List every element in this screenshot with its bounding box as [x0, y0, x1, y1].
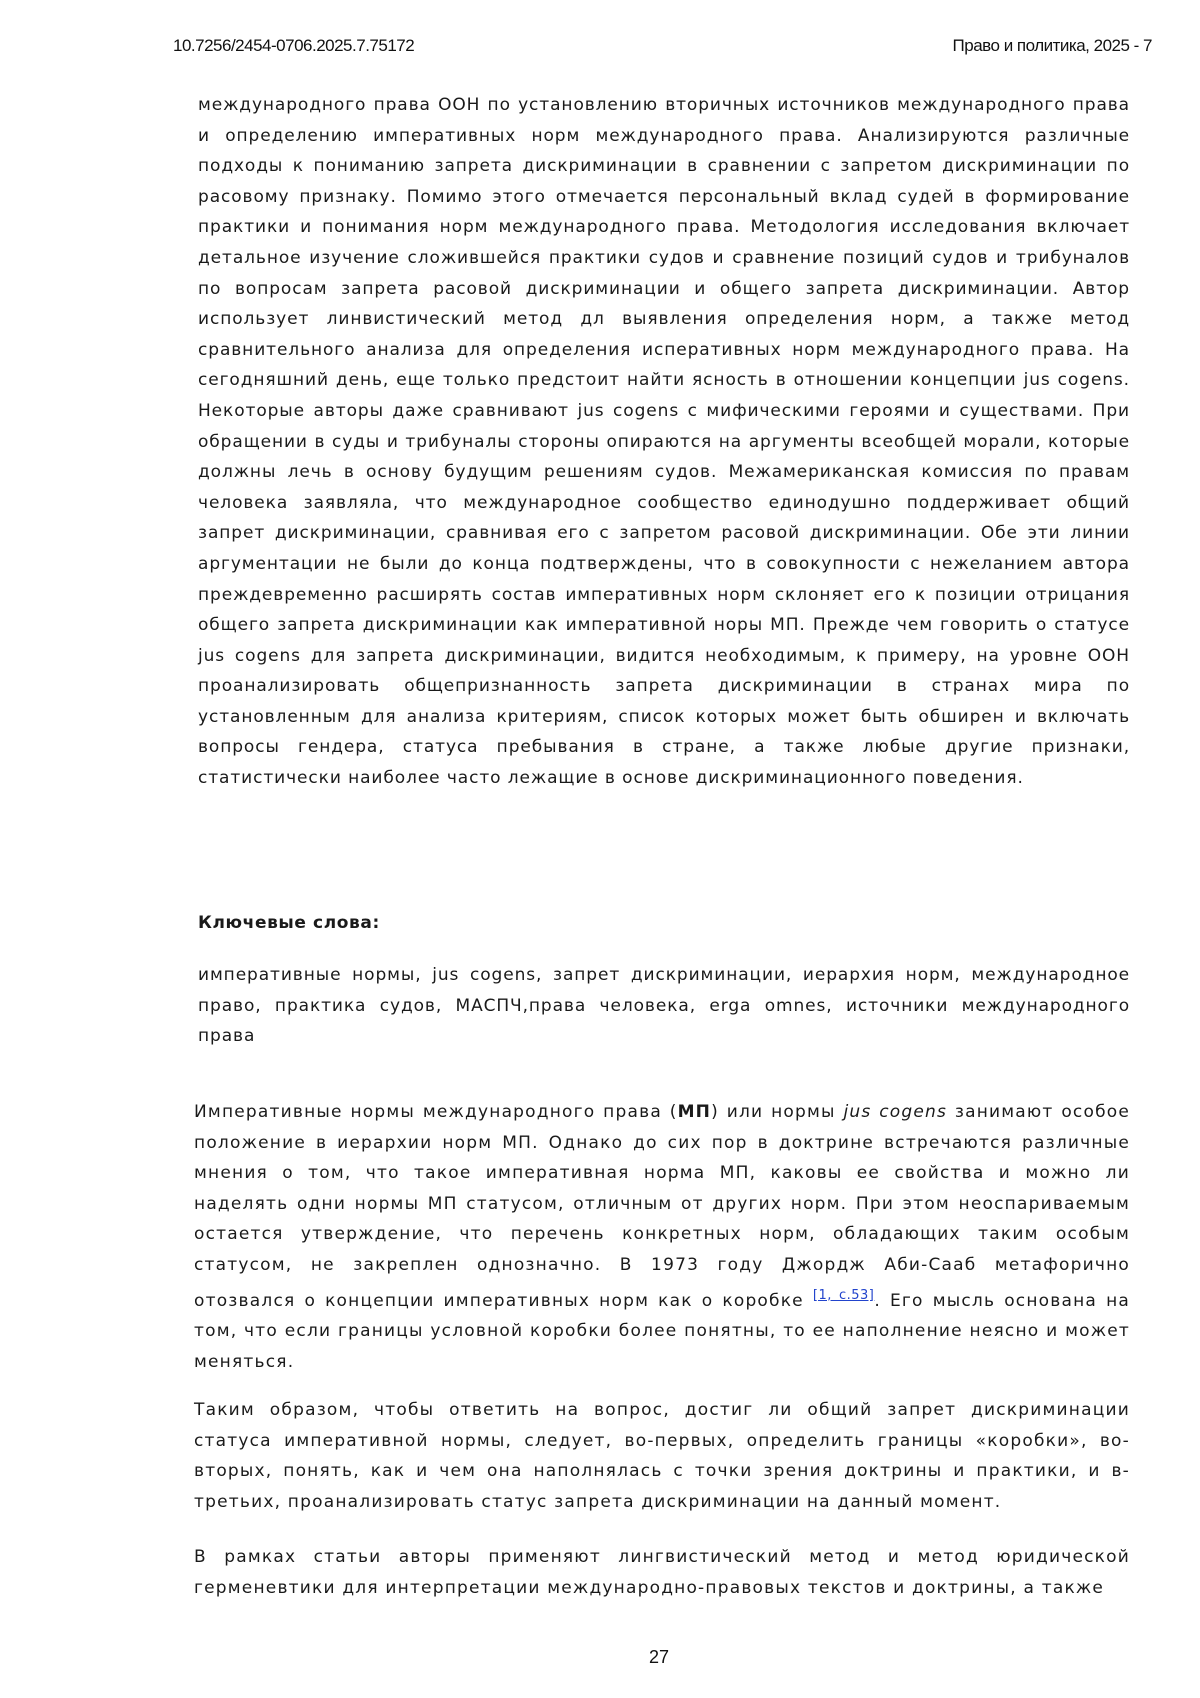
- p1-italic-term: jus cogens: [843, 1102, 947, 1122]
- page-number: 27: [0, 1647, 1200, 1668]
- body-paragraph-2: Таким образом, чтобы ответить на вопрос, достиг ли общий запрет дискриминации статуса императивной нормы, следует, во-первых, определить границы «коробки», во-вторых, понять, как и чем она наполнялась с точки зрения доктрины и практики, и в-третьих, проанализировать статус запрета дискриминации на данный момент.: [194, 1395, 1130, 1517]
- body-paragraph-3: В рамках статьи авторы применяют лингвистический метод и метод юридической герменевтики для интерпретации международно-правовых текстов и доктрины, а также: [194, 1542, 1130, 1603]
- doi-header: 10.7256/2454-0706.2025.7.75172: [173, 36, 414, 56]
- p1-text-3: занимают особое положение в иерархии норм МП. Однако до сих пор в доктрине встречаются различные мнения о том, что такое императивная норма МП, каковы ее свойства и можно ли наделять одни нормы МП статусом, отличным от других норм. При этом неоспариваемым остается утверждение, что перечень конкретных норм, обладающих таким особым статусом, не закреплен однозначно. В 1973 году Джордж Аби-Сааб метафорично отозвался о концепции императивных норм как о коробке: [194, 1102, 1130, 1311]
- p1-text-1: Императивные нормы международного права (: [194, 1102, 678, 1122]
- p1-bold-abbrev: МП: [678, 1102, 712, 1122]
- keywords-title: Ключевые слова:: [198, 913, 380, 933]
- abstract-text: международного права ООН по установлению вторичных источников международного права и определению императивных норм международного права. Анализируются различные подходы к пониманию запрета дискриминации в сравнении с запретом дискриминации по расовому признаку. Помимо этого отмечается персональный вклад судей в формирование практики и понимания норм международного права. Методология исследования включает детальное изучение сложившейся практики судов и сравнение позиций судов и трибуналов по вопросам запрета расовой дискриминации и общего запрета дискриминации. Автор использует линвистический метод дл выявления определения норм, а также метод сравнительного анализа для определения исперативных норм международного права. На сегодняшний день, еще только предстоит найти ясность в отношении концепции jus cogens. Некоторые авторы даже сравнивают jus cogens с мифическими героями и существами. При обращении в суды и трибуналы стороны опираются на аргументы всеобщей морали, которые должны лечь в основу будущим решениям судов. Межамериканская комиссия по правам человека заявляла, что международное сообщество единодушно поддерживает общий запрет дискриминации, сравнивая его с запретом расовой дискриминации. Обе эти линии аргументации не были до конца подтверждены, что в совокупности с нежеланием автора преждевременно расширять состав императивных норм склоняет его к позиции отрицания общего запрета дискриминации как императивной норы МП. Прежде чем говорить о статусе jus cogens для запрета дискриминации, видится необходимым, к примеру, на уровне ООН проанализировать общепризнанность запрета дискриминации в странах мира по установленным для анализа критериям, список которых может быть обширен и включать вопросы гендера, статуса пребывания в стране, а также любые другие признаки, статистически наиболее часто лежащие в основе дискриминационного поведения.: [198, 90, 1130, 794]
- body-paragraph-1: [194, 1097, 1130, 1377]
- journal-header: Право и политика, 2025 - 7: [953, 36, 1152, 56]
- p1-text-4: . Его мысль основана на том, что если границы условной коробки более понятны, то ее наполнение неясно и может меняться.: [194, 1291, 1130, 1372]
- p1-text-2: ) или нормы: [711, 1102, 843, 1122]
- citation-link[interactable]: [1, с.53]: [813, 1288, 874, 1303]
- keywords-text: императивные нормы, jus cogens, запрет дискриминации, иерархия норм, международное право, практика судов, МАСПЧ,права человека, erga omnes, источники международного права: [198, 960, 1130, 1052]
